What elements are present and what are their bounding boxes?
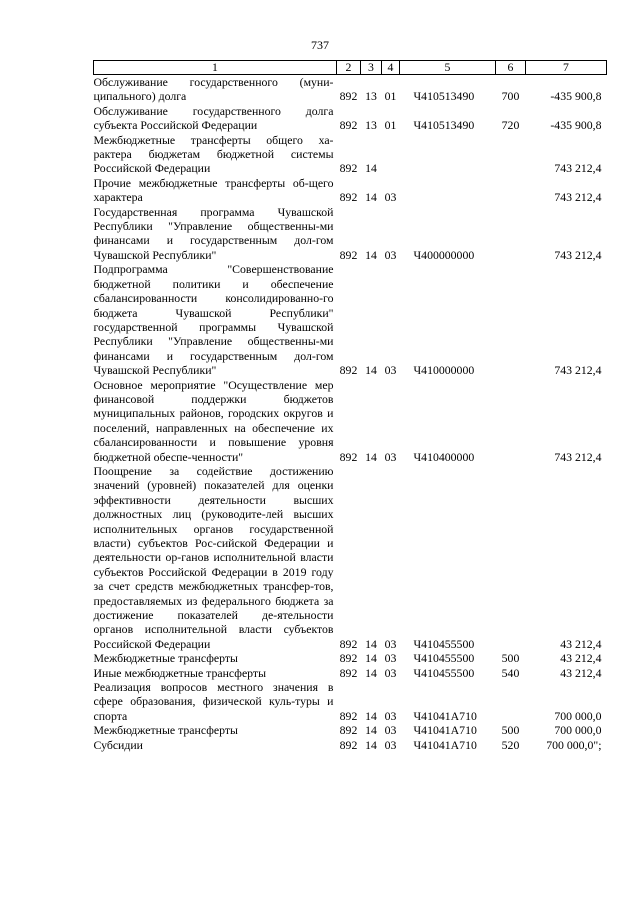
table-body	[94, 75, 607, 753]
row-amount: 43 212,4	[560, 636, 602, 651]
table-row	[94, 378, 607, 464]
row-code-subsection: 01	[384, 118, 397, 133]
row-code-section: 14	[365, 161, 377, 176]
row-amount: -435 900,8	[550, 89, 602, 104]
row-code-admin: 892	[339, 190, 358, 205]
row-code-subsection: 03	[384, 247, 397, 262]
row-name: Иные межбюджетные трансферты	[93, 665, 267, 680]
header-col-6: 6	[496, 61, 526, 75]
row-code-subsection: 01	[384, 89, 397, 104]
row-amount: 743 212,4	[554, 449, 602, 464]
page-number: 737	[311, 38, 329, 52]
row-code-expense-type	[496, 133, 526, 176]
row-amount: -435 900,8	[550, 118, 602, 133]
row-code-expense-type: 500	[501, 723, 520, 738]
row-name: Межбюджетные трансферты	[93, 651, 238, 666]
row-amount: 700 000,0";	[546, 737, 602, 752]
row-code-target	[400, 133, 496, 176]
row-code-section: 14	[365, 651, 377, 666]
table-row	[94, 133, 607, 176]
row-name: Основное мероприятие "Осуществление мер финансовой поддержки бюджетов муниципальных районов, городских округов и поселений, направленных на обеспечение их сбалансированности и повышение уровня бюджетной обеспе-ченности"	[93, 377, 334, 464]
row-code-target: Ч410400000	[413, 449, 475, 464]
row-code-section: 14	[365, 247, 377, 262]
header-col-3: 3	[361, 61, 382, 75]
table-row	[94, 680, 607, 723]
row-code-admin: 892	[339, 708, 358, 723]
row-amount: 743 212,4	[554, 363, 602, 378]
table-row	[94, 205, 607, 263]
row-code-section: 13	[365, 89, 377, 104]
header-col-2: 2	[337, 61, 361, 75]
row-code-section: 14	[365, 363, 377, 378]
row-code-expense-type	[496, 262, 526, 377]
row-code-target: Ч410455500	[413, 636, 475, 651]
row-code-section: 14	[365, 708, 377, 723]
header-col-5: 5	[400, 61, 496, 75]
row-amount: 700 000,0	[554, 723, 602, 738]
row-code-admin: 892	[339, 247, 358, 262]
row-code-expense-type	[496, 680, 526, 723]
table-row	[94, 262, 607, 377]
row-name: Поощрение за содействие достижению значений (уровней) показателей для оценки эффективности деятельности высших должностных лиц (руководите-лей высших исполнительных органов государственной власти) субъектов Рос-сийской Федерации и деятельности ор-ганов исполнительной власти субъектов Российской Федерации в 2019 году за счет средств межбюджетных трансфер-тов, предоставляемых из федерального бюджета за достижение показателей де-ятельности органов исполнительной власти субъектов Российской Федерации	[93, 463, 334, 651]
row-code-subsection	[382, 133, 400, 176]
table-row	[94, 176, 607, 205]
row-code-admin: 892	[339, 161, 358, 176]
row-code-subsection: 03	[384, 708, 397, 723]
header-col-1: 1	[94, 61, 337, 75]
row-name: Подпрограмма "Совершенствование бюджетной политики и обеспечение сбалансированности консолидированно-го бюджета Чувашской Республики" государственной программы Чувашской Республики "Управление общественны-ми финансами и государственным дол-гом Чувашской Республики"	[93, 262, 334, 378]
row-code-section: 14	[365, 190, 377, 205]
header-col-7: 7	[526, 61, 607, 75]
row-code-section: 14	[365, 636, 377, 651]
table-row	[94, 738, 607, 752]
row-code-subsection: 03	[384, 636, 397, 651]
row-code-subsection: 03	[384, 665, 397, 680]
row-name: Обслуживание государственного (муни-ципального) долга	[93, 75, 334, 104]
row-code-target	[400, 176, 496, 205]
row-code-expense-type	[496, 378, 526, 464]
row-code-admin: 892	[339, 737, 358, 752]
row-code-expense-type	[496, 464, 526, 651]
row-code-target: Ч41041А710	[413, 708, 477, 723]
row-code-admin: 892	[339, 636, 358, 651]
row-code-admin: 892	[339, 363, 358, 378]
row-name: Прочие межбюджетные трансферты об-щего характера	[93, 175, 334, 205]
row-code-admin: 892	[339, 89, 358, 104]
row-code-subsection: 03	[384, 363, 397, 378]
row-code-subsection: 03	[384, 449, 397, 464]
row-code-target: Ч41041А710	[413, 737, 477, 752]
row-amount: 743 212,4	[554, 247, 602, 262]
row-code-target: Ч400000000	[413, 247, 475, 262]
header-col-4: 4	[382, 61, 400, 75]
row-name: Межбюджетные трансферты	[93, 723, 238, 738]
table-row	[94, 464, 607, 651]
table-row	[94, 104, 607, 133]
row-code-target: Ч410513490	[413, 118, 475, 133]
row-amount: 43 212,4	[560, 665, 602, 680]
row-code-subsection: 03	[384, 190, 397, 205]
row-code-subsection: 03	[384, 651, 397, 666]
row-code-admin: 892	[339, 723, 358, 738]
row-amount: 743 212,4	[554, 190, 602, 205]
row-code-target: Ч41041А710	[413, 723, 477, 738]
row-code-admin: 892	[339, 651, 358, 666]
row-amount: 700 000,0	[554, 708, 602, 723]
table-row	[94, 651, 607, 665]
table-row	[94, 75, 607, 104]
row-code-admin: 892	[339, 118, 358, 133]
row-code-section: 14	[365, 449, 377, 464]
row-code-subsection: 03	[384, 723, 397, 738]
row-code-expense-type: 500	[501, 651, 520, 666]
row-code-expense-type: 520	[501, 737, 520, 752]
row-code-target: Ч410455500	[413, 665, 475, 680]
table-row	[94, 723, 607, 737]
row-code-subsection: 03	[384, 737, 397, 752]
row-amount: 743 212,4	[554, 161, 602, 176]
budget-table	[93, 60, 607, 752]
table-row	[94, 666, 607, 680]
row-code-expense-type	[496, 205, 526, 263]
row-code-section: 14	[365, 723, 377, 738]
header-row	[94, 61, 607, 75]
row-code-target: Ч410000000	[413, 363, 475, 378]
row-name: Субсидии	[93, 737, 143, 752]
row-code-section: 14	[365, 737, 377, 752]
row-name: Межбюджетные трансферты общего ха-рактера бюджетам бюджетной системы Российской Федерации	[93, 132, 334, 176]
row-code-section: 13	[365, 118, 377, 133]
row-amount: 43 212,4	[560, 651, 602, 666]
row-code-expense-type: 700	[501, 89, 520, 104]
row-code-expense-type: 540	[501, 665, 520, 680]
row-code-section: 14	[365, 665, 377, 680]
row-name: Реализация вопросов местного значения в сфере образования, физической куль-туры и спорта	[93, 680, 334, 723]
row-code-target: Ч410455500	[413, 651, 475, 666]
row-code-expense-type	[496, 176, 526, 205]
row-code-target: Ч410513490	[413, 89, 475, 104]
row-code-admin: 892	[339, 665, 358, 680]
row-code-admin: 892	[339, 449, 358, 464]
row-name: Государственная программа Чувашской Республики "Управление общественны-ми финансами и государственным дол-гом Чувашской Республики"	[93, 204, 334, 262]
row-code-expense-type: 720	[501, 118, 520, 133]
row-name: Обслуживание государственного долга субъекта Российской Федерации	[93, 103, 334, 133]
